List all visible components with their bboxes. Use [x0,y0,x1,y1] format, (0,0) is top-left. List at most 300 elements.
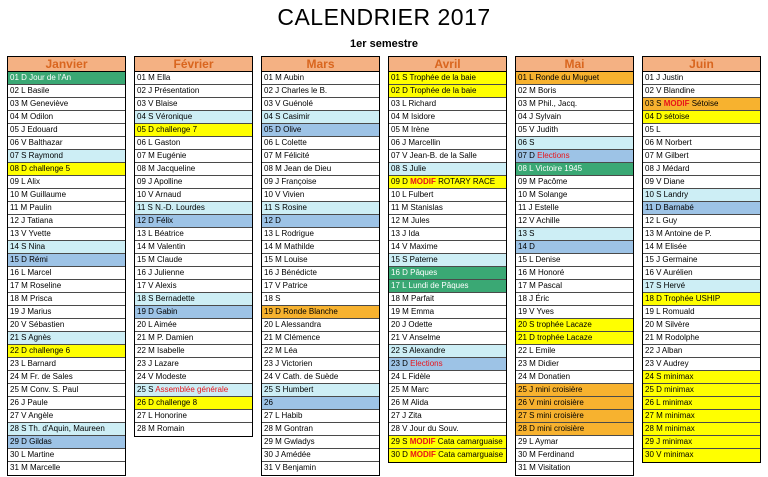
day-row [262,163,379,176]
day-text: 31 M Visitation [518,463,571,472]
day-text: 22 D challenge 6 [10,346,71,355]
day-row [8,163,125,176]
day-text: 16 J Bénédicte [264,268,317,277]
day-text: 27 V Angèle [10,411,54,420]
day-text: 07 M Félicité [264,151,310,160]
day-text: 14 D [518,242,535,251]
day-text: 24 L Fidèle [391,372,431,381]
day-text: 21 S Agnès [10,333,51,342]
day-row [389,254,506,267]
day-text: 19 D Ronde Blanche [264,307,338,316]
day-row [8,345,125,358]
day-text: 17 M Roseline [10,281,62,290]
modif-label: MODIF [410,450,436,459]
day-text: 14 M Elisée [645,242,687,251]
day-text: 17 S Hervé [645,281,686,290]
day-row [516,280,633,293]
day-row [262,371,379,384]
day-text: 13 J Ida [391,229,420,238]
day-row [262,228,379,241]
day-row [262,293,379,306]
day-text: 05 D challenge 7 [137,125,198,134]
day-row [643,267,760,280]
day-text: 06 L Gaston [137,138,181,147]
day-text: 28 M minimax [645,424,695,433]
day-row [516,215,633,228]
day-row [389,436,506,449]
day-row [516,306,633,319]
day-text: 20 V Sébastien [10,320,65,329]
day-text: 11 M Paulin [10,203,52,212]
month-column-mai [515,56,634,476]
day-row [516,72,633,85]
day-text: 26 [264,398,273,407]
day-row [389,449,506,462]
day-row [8,280,125,293]
day-row [8,111,125,124]
day-list [261,72,380,476]
day-row [262,462,379,475]
day-text: 28 V Jour du Souv. [391,424,459,433]
day-row [643,85,760,98]
day-text: 01 S Trophée de la baie [391,73,476,82]
day-row [389,358,506,371]
day-text: 20 J Odette [391,320,433,329]
modif-label: MODIF [663,99,690,108]
day-row [262,124,379,137]
day-row [516,462,633,475]
day-text: 01 M Ella [137,73,171,82]
day-row [389,85,506,98]
day-text: 16 V Aurélien [645,268,693,277]
event-label: Sétoise [691,99,719,108]
day-text: 07 M Eugénie [137,151,187,160]
event-label: ROTARY RACE [438,177,496,186]
day-text: 05 L [645,125,661,134]
day-text: 18 M Parfait [391,294,435,303]
day-text: 11 S N.-D. Lourdes [137,203,205,212]
day-text: 10 M Solange [518,190,568,199]
day-text: 10 V Vivien [264,190,305,199]
month-header: Janvier [7,56,126,72]
day-row [8,462,125,475]
day-row [262,423,379,436]
day-text: 12 L Guy [645,216,678,225]
day-text: 30 L Martine [10,450,55,459]
day-row [135,111,252,124]
day-text: 24 S minimax [645,372,694,381]
day-text: 23 J Lazare [137,359,179,368]
day-text: 04 S Véronique [137,112,193,121]
day-row [262,397,379,410]
day-row [389,423,506,436]
day-text: 10 S Landry [645,190,689,199]
day-text: 25 D minimax [645,385,694,394]
day-text: 15 J Germaine [645,255,698,264]
day-row [8,124,125,137]
day-text: 07 M Gilbert [645,151,689,160]
day-row [643,254,760,267]
day-row [8,137,125,150]
day-row [262,176,379,189]
day-row [516,410,633,423]
day-row [262,280,379,293]
day-text: 11 M Stanislas [391,203,443,212]
day-text: 29 M Gwladys [264,437,315,446]
day-text: 27 M minimax [645,411,695,420]
day-text: 17 M Pascal [518,281,563,290]
day-text: 30 D [391,450,408,459]
day-row [516,293,633,306]
day-row [135,124,252,137]
month-column-juin [642,56,761,463]
modif-label: MODIF [410,177,436,186]
day-text: 16 J Julienne [137,268,185,277]
day-row [135,150,252,163]
day-row [262,449,379,462]
day-text: 04 M Odilon [10,112,54,121]
day-row [389,215,506,228]
day-row [516,397,633,410]
day-row [8,98,125,111]
day-text: 07 S Raymond [10,151,63,160]
day-text: 30 V minimax [645,450,694,459]
day-text: 19 M Emma [391,307,435,316]
day-row [516,384,633,397]
day-row [389,280,506,293]
day-text: 04 S Casimir [264,112,310,121]
day-text: 23 M Didier [518,359,559,368]
day-row [643,111,760,124]
day-text: 28 M Gontran [264,424,313,433]
day-text: 01 D Jour de l'An [10,73,72,82]
day-row [135,98,252,111]
day-row [516,371,633,384]
day-row [516,150,633,163]
day-row [8,410,125,423]
day-row [643,293,760,306]
day-text: 09 J Apolline [137,177,183,186]
day-text: 02 L Basile [10,86,50,95]
day-text: 10 M Guillaume [10,190,67,199]
day-row [643,449,760,462]
day-text: 15 S Paterne [391,255,438,264]
day-text: 11 D Barnabé [645,203,694,212]
day-text: 31 V Benjamin [264,463,317,472]
day-row [135,241,252,254]
day-row [389,384,506,397]
day-row [8,267,125,280]
day-row [262,72,379,85]
day-text: 18 D Trophée USHIP [645,294,721,303]
day-text: 14 M Mathilde [264,242,315,251]
day-row [516,163,633,176]
day-text: 17 V Patrice [264,281,308,290]
day-row [389,228,506,241]
day-text: 19 D Gabin [137,307,178,316]
day-row [516,267,633,280]
day-text: 02 J Présentation [137,86,200,95]
day-row [516,241,633,254]
day-text: 13 M Antoine de P. [645,229,712,238]
day-row [8,254,125,267]
day-row [643,384,760,397]
day-row [8,371,125,384]
day-text: 20 L Aimée [137,320,177,329]
day-text: 01 J Justin [645,73,684,82]
day-text: 16 M Honoré [518,268,565,277]
day-row [516,254,633,267]
day-text: 04 J Sylvain [518,112,562,121]
day-text: 07 D [518,151,535,160]
day-row [135,228,252,241]
day-row [135,410,252,423]
day-text: 23 V Audrey [645,359,689,368]
day-row [262,98,379,111]
day-row [643,202,760,215]
day-row [262,85,379,98]
month-column-février [134,56,253,437]
day-text: 06 M Norbert [645,138,692,147]
day-text: 25 M Conv. S. Paul [10,385,79,394]
day-text: 29 L Aymar [518,437,559,446]
day-text: 14 S Nina [10,242,46,251]
day-row [8,85,125,98]
month-header: Mars [261,56,380,72]
day-text: 06 S [518,138,535,147]
day-text: 23 L Barnard [10,359,56,368]
day-row [135,72,252,85]
day-text: 03 V Guénolé [264,99,313,108]
day-row [8,319,125,332]
day-text: 22 M Isabelle [137,346,185,355]
day-text: 28 S Th. d'Aquin, Maureen [10,424,105,433]
day-row [8,72,125,85]
day-text: 27 L Honorine [137,411,187,420]
day-text: 21 D trophée Lacaze [518,333,593,342]
day-text: 16 L Marcel [10,268,52,277]
day-row [516,202,633,215]
day-text: 17 V Alexis [137,281,177,290]
day-text: 04 D sétoise [645,112,690,121]
day-text: 05 V Judith [518,125,559,134]
day-text: 27 S mini croisière [518,411,584,420]
day-row [643,124,760,137]
day-row [8,215,125,228]
day-text: 13 L Béatrice [137,229,184,238]
day-row [8,241,125,254]
day-row [135,423,252,436]
day-row [262,111,379,124]
day-text: 28 D mini croisière [518,424,585,433]
day-text: 12 D Félix [137,216,174,225]
day-text: 30 M Ferdinand [518,450,575,459]
day-row [262,202,379,215]
day-text: 27 J Zita [391,411,422,420]
modif-label: MODIF [409,437,436,446]
day-row [643,215,760,228]
day-text: 15 D Rémi [10,255,48,264]
day-text: 11 S Rosine [264,203,307,212]
day-text: 08 M Jacqueline [137,164,196,173]
calendar-title: CALENDRIER 2017 [277,4,491,30]
day-row [389,163,506,176]
day-text: 13 L Rodrigue [264,229,314,238]
day-row [643,280,760,293]
day-row [135,293,252,306]
day-text: 13 V Yvette [10,229,51,238]
day-row [389,397,506,410]
day-row [643,189,760,202]
calendar-subtitle: 1er semestre [350,38,418,50]
day-row [389,111,506,124]
day-row [135,137,252,150]
day-text: 22 J Alban [645,346,683,355]
day-row [516,189,633,202]
day-text: 09 L Alix [10,177,40,186]
day-row [389,124,506,137]
month-column-janvier [7,56,126,476]
day-row [135,189,252,202]
day-text: 18 M Prisca [10,294,53,303]
day-text: 08 M Jean de Dieu [264,164,332,173]
day-row [516,176,633,189]
day-list [515,72,634,476]
day-text: 03 V Blaise [137,99,178,108]
day-row [8,436,125,449]
day-row [8,358,125,371]
day-text: 24 V Modeste [137,372,187,381]
day-row [262,215,379,228]
day-row [8,189,125,202]
day-row [643,72,760,85]
day-list [388,72,507,463]
day-row [643,163,760,176]
day-row [262,384,379,397]
day-text: 03 L Richard [391,99,437,108]
day-row [643,176,760,189]
day-text: 22 L Emile [518,346,556,355]
day-row [516,124,633,137]
day-text: 26 M Alida [391,398,429,407]
day-text: 25 M Marc [391,385,429,394]
day-text: 29 S [391,437,408,446]
day-text: 14 V Maxime [391,242,438,251]
calendar-grid [7,56,761,474]
day-row [643,150,760,163]
day-text: 12 D [264,216,281,225]
day-row [262,436,379,449]
day-text: 19 L Romuald [645,307,695,316]
day-text: 04 M Isidore [391,112,436,121]
day-text: 23 J Victorien [264,359,313,368]
day-row [643,345,760,358]
day-row [262,254,379,267]
day-row [643,332,760,345]
day-row [8,397,125,410]
day-row [643,410,760,423]
month-header: Avril [388,56,507,72]
day-text: 06 V Balthazar [10,138,63,147]
day-row [643,228,760,241]
day-text: 12 V Achille [518,216,560,225]
day-text: 21 V Anselme [391,333,441,342]
day-row [135,345,252,358]
month-header: Février [134,56,253,72]
day-row [389,410,506,423]
day-row [643,241,760,254]
day-text: 26 L minimax [645,398,693,407]
day-text: 13 S [518,229,535,238]
day-text: 02 M Boris [518,86,557,95]
day-row [516,358,633,371]
day-text: 08 D challenge 5 [10,164,71,173]
day-row [262,267,379,280]
day-row [516,423,633,436]
day-text: 17 L Lundi de Pâques [391,281,469,290]
day-text: 08 L Victoire 1945 [518,164,583,173]
day-text: 20 M Silvère [645,320,690,329]
day-row [389,176,506,189]
day-row [643,423,760,436]
day-row [8,423,125,436]
day-row [516,98,633,111]
day-text: 30 J Amédée [264,450,311,459]
day-text: 20 S trophée Lacaze [518,320,592,329]
day-text: 05 M Irène [391,125,430,134]
day-text: 01 L Ronde du Muguet [518,73,600,82]
day-row [389,345,506,358]
day-row [8,306,125,319]
day-text: 26 D challenge 8 [137,398,198,407]
day-row [8,202,125,215]
day-text: 16 D Pâques [391,268,438,277]
event-label: Assemblée générale [155,385,229,394]
day-row [516,319,633,332]
day-text: 25 J mini croisière [518,385,583,394]
day-row [643,358,760,371]
day-text: 25 S Humbert [264,385,314,394]
month-header: Mai [515,56,634,72]
day-row [262,358,379,371]
day-text: 09 V Diane [645,177,685,186]
day-row [516,345,633,358]
day-row [389,137,506,150]
day-row [135,371,252,384]
day-text: 20 L Alessandra [264,320,322,329]
day-row [262,410,379,423]
day-text: 03 S [645,99,662,108]
day-text: 21 M Clémence [264,333,321,342]
day-row [516,137,633,150]
day-row [516,449,633,462]
day-text: 06 L Colette [264,138,307,147]
day-row [135,306,252,319]
day-row [135,319,252,332]
day-row [135,85,252,98]
event-label: Cata camarguaise [438,450,504,459]
day-row [135,176,252,189]
day-row [262,345,379,358]
day-row [262,189,379,202]
day-text: 07 V Jean-B. de la Salle [391,151,477,160]
day-text: 02 D Trophée de la baie [391,86,477,95]
day-text: 08 S Julie [391,164,427,173]
day-row [643,397,760,410]
day-text: 25 S [137,385,154,394]
day-text: 27 L Habib [264,411,303,420]
day-row [135,202,252,215]
